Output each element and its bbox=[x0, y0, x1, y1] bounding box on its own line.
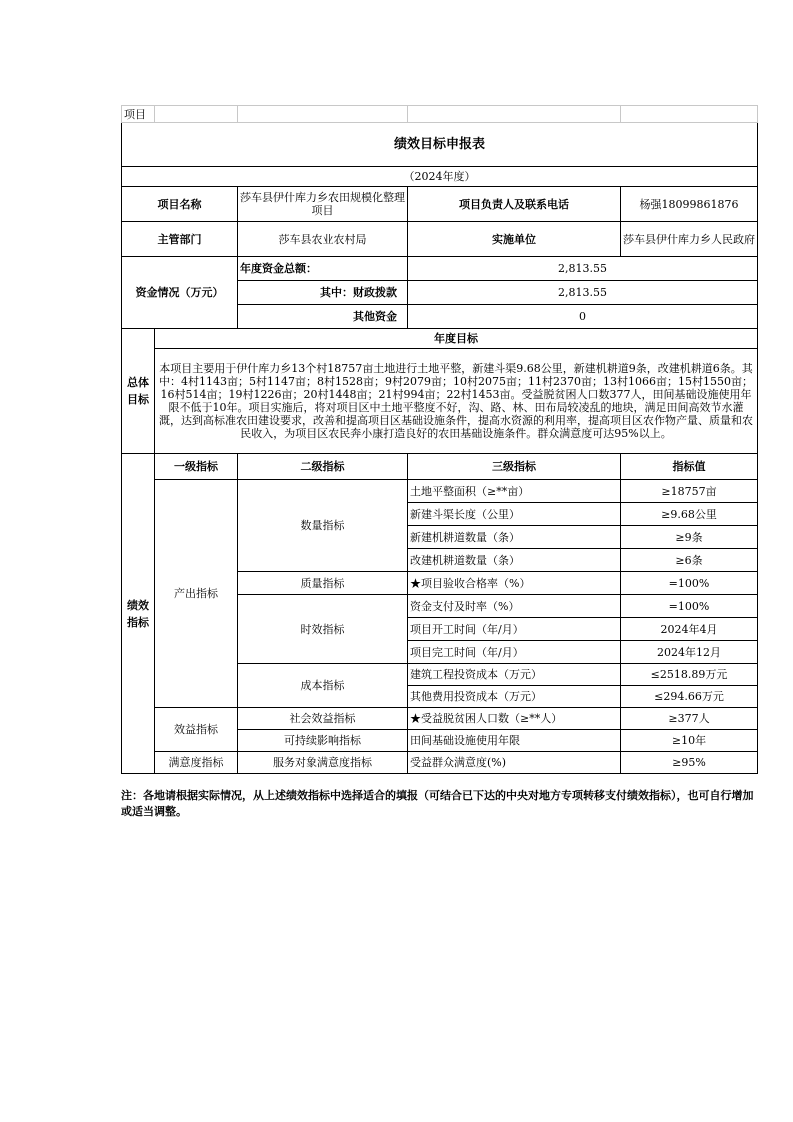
benefit-indicator: 效益指标 bbox=[155, 708, 238, 752]
indicator-name: 受益群众满意度(%) bbox=[408, 752, 621, 774]
perf-header-l2: 二级指标 bbox=[238, 454, 408, 480]
goal-label: 总体目标 bbox=[122, 329, 155, 454]
indicator-name: ★受益脱贫困人口数（≥**人） bbox=[408, 708, 621, 730]
performance-form bbox=[121, 105, 758, 774]
cost-indicator: 成本指标 bbox=[238, 664, 408, 708]
dept-label: 主管部门 bbox=[122, 222, 238, 257]
perf-header-l1: 一级指标 bbox=[155, 454, 238, 480]
timeliness-indicator: 时效指标 bbox=[238, 595, 408, 664]
goal-text: 本项目主要用于伊什库力乡13个村18757亩土地进行土地平整，新建斗渠9.68公里，新建机耕道9条，改建机耕道6条。其中：4村1143亩；5村1147亩；8村1528亩；9村2079亩；10村2075亩；11村2370亩；13村1066亩；15村1550亩；16村514亩；19村1226亩；20村1448亩；21村994亩；22村1453亩。受益脱贫困人口数377人，田间基础设施使用年限不低于10年。项目实施后，将对项目区中土地平整度不好，沟、路、林、田布局较凌乱的地块，满足田间高效节水灌溉，达到高标准农田建设要求，改善和提高项目区基础设施条件，提高水资源的利用率，提高项目区农作物产量、质量和农民收入，为项目区农民奔小康打造良好的农田基础设施条件。群众满意度可达95%以上。 bbox=[155, 349, 758, 454]
indicator-name: 改建机耕道数量（条） bbox=[408, 549, 621, 572]
indicator-name: 资金支付及时率（%） bbox=[408, 595, 621, 618]
indicator-name: 土地平整面积（≥**亩） bbox=[408, 480, 621, 503]
unit-label: 实施单位 bbox=[408, 222, 621, 257]
indicator-name: 其他费用投资成本（万元） bbox=[408, 686, 621, 708]
funds-total: 2,813.55 bbox=[408, 257, 758, 281]
satisfaction-indicator: 满意度指标 bbox=[155, 752, 238, 774]
indicator-name: 新建机耕道数量（条） bbox=[408, 526, 621, 549]
perf-header-val: 指标值 bbox=[621, 454, 758, 480]
project-name-label: 项目名称 bbox=[122, 187, 238, 222]
perf-header-l3: 三级指标 bbox=[408, 454, 621, 480]
indicator-name: 项目完工时间（年/月） bbox=[408, 641, 621, 664]
project-name: 莎车县伊什库力乡农田规模化整理项目 bbox=[238, 187, 408, 222]
funds-finance-label: 其中：财政拨款 bbox=[238, 281, 408, 305]
indicator-name: 建筑工程投资成本（万元） bbox=[408, 664, 621, 686]
indicator-value: 2024年12月 bbox=[621, 641, 758, 664]
output-indicator: 产出指标 bbox=[155, 480, 238, 708]
indicator-value: ≥9条 bbox=[621, 526, 758, 549]
contact-label: 项目负责人及联系电话 bbox=[408, 187, 621, 222]
sustain-indicator: 可持续影响指标 bbox=[238, 730, 408, 752]
service-satisfaction-indicator: 服务对象满意度指标 bbox=[238, 752, 408, 774]
indicator-value: ≥377人 bbox=[621, 708, 758, 730]
form-title: 绩效目标申报表 bbox=[122, 123, 758, 167]
quantity-indicator: 数量指标 bbox=[238, 480, 408, 572]
form-table bbox=[121, 105, 758, 774]
funds-other: 0 bbox=[408, 305, 758, 329]
indicator-value: 2024年4月 bbox=[621, 618, 758, 641]
goal-header: 年度目标 bbox=[155, 329, 758, 349]
indicator-value: ≤294.66万元 bbox=[621, 686, 758, 708]
indicator-value: ≥18757亩 bbox=[621, 480, 758, 503]
indicator-value: ≥6条 bbox=[621, 549, 758, 572]
contact: 杨强18099861876 bbox=[621, 187, 758, 222]
indicator-name: 田间基础设施使用年限 bbox=[408, 730, 621, 752]
funds-label: 资金情况（万元） bbox=[122, 257, 238, 329]
funds-other-label: 其他资金 bbox=[238, 305, 408, 329]
quality-indicator: 质量指标 bbox=[238, 572, 408, 595]
funds-finance: 2,813.55 bbox=[408, 281, 758, 305]
indicator-name: ★项目验收合格率（%） bbox=[408, 572, 621, 595]
footnote: 注：各地请根据实际情况，从上述绩效指标中选择适合的填报（可结合已下达的中央对地方专项转移支付绩效指标），也可自行增加或适当调整。 bbox=[121, 789, 754, 818]
indicator-value: ≥9.68公里 bbox=[621, 503, 758, 526]
indicator-value: ≥95% bbox=[621, 752, 758, 774]
indicator-value: =100% bbox=[621, 572, 758, 595]
indicator-value: =100% bbox=[621, 595, 758, 618]
perf-label: 绩效指标 bbox=[122, 454, 155, 774]
unit: 莎车县伊什库力乡人民政府 bbox=[621, 222, 758, 257]
indicator-value: ≥10年 bbox=[621, 730, 758, 752]
indicator-name: 新建斗渠长度（公里） bbox=[408, 503, 621, 526]
indicator-value: ≤2518.89万元 bbox=[621, 664, 758, 686]
funds-total-label: 年度资金总额： bbox=[238, 257, 408, 281]
dept: 莎车县农业农村局 bbox=[238, 222, 408, 257]
indicator-name: 项目开工时间（年/月） bbox=[408, 618, 621, 641]
project-label: 项目 bbox=[122, 106, 155, 123]
social-benefit-indicator: 社会效益指标 bbox=[238, 708, 408, 730]
form-year: （2024年度） bbox=[122, 167, 758, 187]
